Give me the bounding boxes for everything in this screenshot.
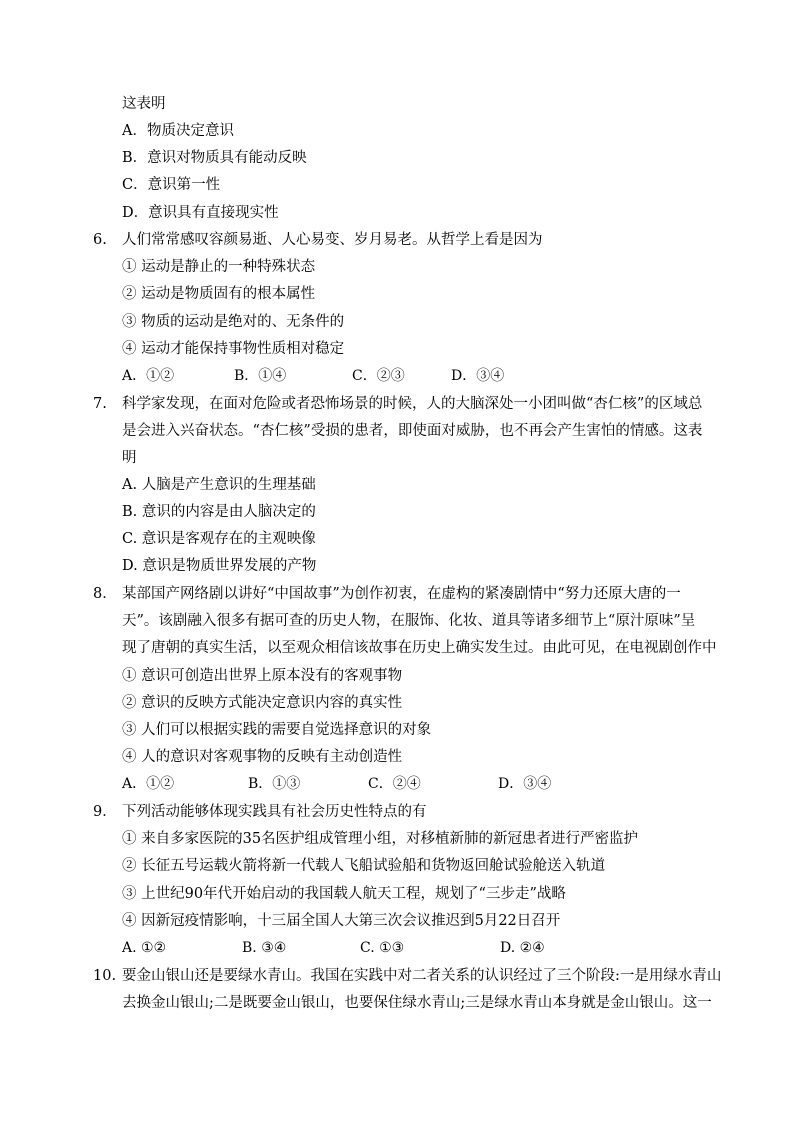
q8-choice-b: B．①③ bbox=[248, 776, 301, 792]
q8-item-1: ① 意识可创造出世界上原本没有的客观事物 bbox=[122, 668, 403, 684]
q7-number: 7. bbox=[93, 396, 107, 412]
q10-stem-line-1: 要金山银山还是要绿水青山。我国在实践中对二者关系的认识经过了三个阶段:一是用绿水青山 bbox=[122, 968, 722, 984]
q9-choice-d: D. ②④ bbox=[500, 940, 545, 956]
q5-option-d: D．意识具有直接现实性 bbox=[122, 205, 279, 221]
q5-option-b: B．意识对物质具有能动反映 bbox=[122, 150, 307, 166]
q8-number: 8． bbox=[93, 586, 117, 602]
q6-item-4: ④ 运动才能保持事物性质相对稳定 bbox=[122, 341, 345, 357]
q8-item-4: ④ 人的意识对客观事物的反映有主动创造性 bbox=[122, 749, 403, 765]
q8-stem-line-1: 某部国产网络剧以讲好“中国故事”为创作初衷，在虚构的紧凑剧情中“努力还原大唐的一 bbox=[122, 586, 681, 602]
q8-choice-c: C．②④ bbox=[368, 776, 421, 792]
q7-stem-line-3: 明 bbox=[122, 450, 137, 466]
q6-item-1: ① 运动是静止的一种特殊状态 bbox=[122, 259, 316, 275]
q6-item-3: ③ 物质的运动是绝对的、无条件的 bbox=[122, 314, 345, 330]
q6-choice-c: C．②③ bbox=[352, 368, 405, 384]
q6-choice-b: B．①④ bbox=[234, 368, 287, 384]
q7-stem-line-2: 是会进入兴奋状态。“杏仁核”受损的患者，即使面对威胁，也不再会产生害怕的情感。这表 bbox=[122, 423, 703, 439]
q8-choice-a: A．①② bbox=[122, 776, 175, 792]
q6-item-2: ② 运动是物质固有的根本属性 bbox=[122, 286, 316, 302]
q5-option-a: A．物质决定意识 bbox=[122, 123, 234, 139]
q8-choice-d: D．③④ bbox=[498, 776, 552, 792]
q7-option-b: B. 意识的内容是由人脑决定的 bbox=[122, 504, 316, 520]
q9-stem: 下列活动能够体现实践具有社会历史性特点的有 bbox=[122, 804, 427, 820]
q6-choice-a: A．①② bbox=[122, 368, 175, 384]
q6-stem: 人们常常感叹容颜易逝、人心易变、岁月易老。从哲学上看是因为 bbox=[122, 232, 543, 248]
q8-item-2: ② 意识的反映方式能决定意识内容的真实性 bbox=[122, 695, 403, 711]
q8-item-3: ③ 人们可以根据实践的需要自觉选择意识的对象 bbox=[122, 722, 432, 738]
q5-stem-end: 这表明 bbox=[122, 96, 166, 112]
q9-item-4: ④ 因新冠疫情影响，十三届全国人大第三次会议推迟到5月22日召开 bbox=[122, 913, 561, 929]
q8-stem-line-3: 现了唐朝的真实生活，以至观众相信该故事在历史上确实发生过。由此可见，在电视剧创作中 bbox=[122, 640, 717, 656]
q7-option-d: D. 意识是物质世界发展的产物 bbox=[122, 558, 317, 574]
q10-number: 10. bbox=[93, 968, 117, 984]
q9-choice-a: A. ①② bbox=[122, 940, 167, 956]
q9-item-2: ② 长征五号运载火箭将新一代载人飞船试验船和货物返回舱试验舱送入轨道 bbox=[122, 858, 606, 874]
q5-option-c: C．意识第一性 bbox=[122, 177, 221, 193]
q7-option-c: C. 意识是客观存在的主观映像 bbox=[122, 531, 316, 547]
q9-item-3: ③ 上世纪90年代开始启动的我国载人航天工程，规划了“三步走”战略 bbox=[122, 886, 566, 902]
q6-number: 6. bbox=[93, 232, 107, 248]
q10-stem-line-2: 去换金山银山;二是既要金山银山，也要保住绿水青山;三是绿水青山本身就是金山银山。这一 bbox=[122, 995, 712, 1011]
q9-choice-b: B. ③④ bbox=[242, 940, 287, 956]
q8-stem-line-2: 天”。该剧融入很多有据可查的历史人物，在服饰、化妆、道具等诸多细节上“原汁原味”呈 bbox=[122, 613, 696, 629]
q7-stem-line-1: 科学家发现，在面对危险或者恐怖场景的时候，人的大脑深处一小团叫做“杏仁核”的区域总 bbox=[122, 396, 703, 412]
q9-number: 9． bbox=[93, 804, 117, 820]
q9-choice-c: C. ①③ bbox=[360, 940, 405, 956]
q7-option-a: A. 人脑是产生意识的生理基础 bbox=[122, 477, 316, 493]
q9-item-1: ① 来自多家医院的35名医护组成管理小组，对移植新肺的新冠患者进行严密监护 bbox=[122, 831, 639, 847]
q6-choice-d: D．③④ bbox=[451, 368, 505, 384]
